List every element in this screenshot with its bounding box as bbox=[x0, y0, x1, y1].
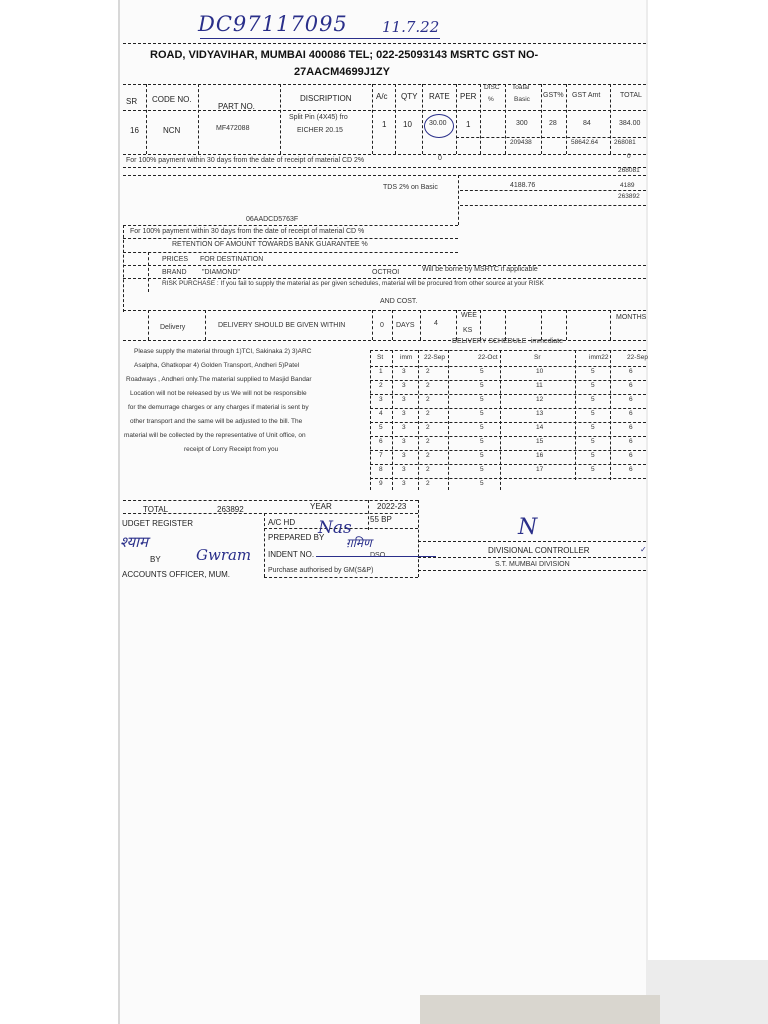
transport-line: Asalpha, Ghatkopar 4) Golden Transport, Andheri 5)Patel bbox=[134, 362, 300, 369]
schedule-row-divider bbox=[370, 464, 646, 465]
transport-line: Location will not be released by us We will not be responsible bbox=[130, 390, 307, 397]
row-divider bbox=[420, 310, 421, 340]
item-sr: 16 bbox=[130, 126, 139, 135]
col-divider bbox=[541, 84, 542, 154]
schedule-cell: 10 bbox=[536, 368, 544, 375]
handwritten-reference: DC97117095 bbox=[198, 12, 348, 36]
transport-line: Roadways , Andheri only.The material supplied to Masjid Bandar bbox=[126, 376, 312, 383]
schedule-cell: 8 bbox=[379, 466, 383, 473]
item-desc-1: Split Pin (4X45) fro bbox=[289, 114, 348, 121]
risk-cost: AND COST. bbox=[380, 298, 418, 305]
tds-label: TDS 2% on Basic bbox=[383, 184, 438, 191]
row-divider bbox=[541, 310, 542, 340]
total-value: 263892 bbox=[217, 505, 244, 514]
schedule-header: imm22 bbox=[589, 354, 609, 361]
divider bbox=[456, 137, 646, 138]
dso-label: DSO bbox=[370, 552, 386, 559]
octroi-text: Will be borne by MSRTC if applicable bbox=[422, 266, 538, 273]
schedule-cell: 2 bbox=[426, 424, 430, 431]
schedule-row-divider bbox=[370, 422, 646, 423]
schedule-col-divider bbox=[370, 350, 371, 490]
accounts-signature: श्याम bbox=[120, 533, 148, 551]
brand-label: BRAND bbox=[162, 269, 187, 276]
schedule-title: DELIVERY SCHEDULE -immediate bbox=[452, 338, 564, 345]
schedule-cell: 5 bbox=[591, 452, 595, 459]
schedule-cell: 6 bbox=[629, 396, 633, 403]
achd-value: 55 BP bbox=[370, 515, 392, 524]
row-divider bbox=[205, 310, 206, 340]
row-divider bbox=[456, 310, 457, 340]
divider bbox=[264, 577, 418, 578]
total-label: TOTAL bbox=[143, 505, 169, 514]
schedule-col-divider bbox=[448, 350, 449, 490]
delivery-weeks-2: KS bbox=[463, 327, 473, 334]
schedule-cell: 2 bbox=[426, 480, 430, 487]
schedule-cell: 2 bbox=[426, 382, 430, 389]
paper-strip bbox=[420, 995, 660, 1024]
divider bbox=[123, 310, 646, 311]
delivery-four: 4 bbox=[434, 320, 438, 327]
schedule-cell: 5 bbox=[480, 396, 484, 403]
sum-grand: 268081 bbox=[614, 139, 636, 146]
col-divider bbox=[610, 84, 611, 154]
schedule-row-divider bbox=[370, 478, 646, 479]
delivery-label: Delivery bbox=[160, 324, 186, 331]
schedule-header: imm bbox=[400, 354, 413, 361]
divider bbox=[123, 225, 458, 226]
schedule-cell: 5 bbox=[480, 368, 484, 375]
schedule-cell: 16 bbox=[536, 452, 544, 459]
schedule-cell: 5 bbox=[480, 410, 484, 417]
divider bbox=[123, 252, 458, 253]
schedule-cell: 2 bbox=[426, 410, 430, 417]
destination-value: FOR DESTINATION bbox=[200, 256, 264, 263]
transport-line: receipt of Lorry Receipt from you bbox=[184, 446, 279, 453]
prepared-signature: Nas bbox=[318, 518, 352, 538]
schedule-cell: 2 bbox=[426, 368, 430, 375]
pen-circle-mark bbox=[424, 114, 454, 138]
divider bbox=[123, 43, 646, 44]
delivery-days: DAYS bbox=[396, 322, 415, 329]
item-code: NCN bbox=[163, 126, 181, 135]
col-total: TOTAL bbox=[620, 92, 642, 99]
schedule-cell: 12 bbox=[536, 396, 544, 403]
tds-right: 4189 bbox=[620, 182, 635, 189]
schedule-cell: 6 bbox=[629, 424, 633, 431]
schedule-cell: 2 bbox=[379, 382, 383, 389]
pan-number: 06AADCD5763F bbox=[246, 216, 299, 223]
col-sr: SR bbox=[126, 97, 138, 106]
tds-value: 4188.76 bbox=[510, 182, 536, 189]
item-per: 1 bbox=[466, 120, 471, 129]
col-divider bbox=[480, 84, 481, 154]
col-rate: RATE bbox=[429, 92, 450, 101]
row-divider bbox=[123, 225, 124, 312]
schedule-cell: 5 bbox=[480, 438, 484, 445]
schedule-cell: 5 bbox=[480, 452, 484, 459]
col-divider bbox=[505, 84, 506, 154]
divider bbox=[123, 110, 646, 111]
page-right-edge bbox=[646, 0, 648, 1024]
schedule-cell: 3 bbox=[402, 424, 406, 431]
divider bbox=[123, 513, 418, 514]
row-divider bbox=[566, 310, 567, 340]
dc-signature: N bbox=[518, 515, 538, 540]
col-gst-amt: GST Amt bbox=[572, 92, 601, 99]
cd-terms: For 100% payment within 30 days from the date of receipt of material CD 2% bbox=[126, 157, 365, 164]
schedule-cell: 6 bbox=[379, 438, 383, 445]
col-divider bbox=[395, 84, 396, 154]
schedule-cell: 14 bbox=[536, 424, 544, 431]
row-divider bbox=[372, 310, 373, 340]
schedule-cell: 5 bbox=[591, 424, 595, 431]
col-divider bbox=[372, 84, 373, 154]
dso-signature: ग़मिण bbox=[346, 536, 372, 550]
schedule-cell: 6 bbox=[629, 438, 633, 445]
divider bbox=[418, 541, 646, 542]
schedule-cell: 6 bbox=[629, 452, 633, 459]
col-divider bbox=[456, 84, 457, 154]
footer-divider bbox=[264, 513, 265, 577]
header-address: ROAD, VIDYAVIHAR, MUMBAI 400086 TEL; 022-25093143 MSRTC GST NO- bbox=[150, 49, 539, 61]
footer-divider bbox=[418, 500, 419, 577]
schedule-row-divider bbox=[370, 450, 646, 451]
after-cd: 268081 bbox=[618, 167, 640, 174]
schedule-header: 22-Sep bbox=[424, 354, 445, 361]
schedule-cell: 5 bbox=[480, 466, 484, 473]
divider bbox=[123, 278, 646, 279]
schedule-cell: 6 bbox=[629, 382, 633, 389]
accounts-signature-2: Gwram bbox=[196, 546, 252, 564]
schedule-col-divider bbox=[610, 350, 611, 480]
purchase-authorised: Purchase authorised by GM(S&P) bbox=[268, 567, 374, 574]
divider bbox=[460, 190, 646, 191]
transport-line: for the demurrage charges or any charges if material is sent by bbox=[128, 404, 309, 411]
octroi-label: OCTROI bbox=[372, 269, 400, 276]
schedule-row-divider bbox=[370, 436, 646, 437]
net-total: 263892 bbox=[618, 193, 640, 200]
sum-gst: 58642.64 bbox=[571, 139, 599, 146]
schedule-header: 22-Oct bbox=[478, 354, 498, 361]
col-desc: DISCRIPTION bbox=[300, 94, 352, 103]
divider bbox=[123, 154, 646, 155]
schedule-row-divider bbox=[370, 408, 646, 409]
schedule-header: 22-Sep bbox=[627, 354, 648, 361]
schedule-col-divider bbox=[575, 350, 576, 480]
row-divider bbox=[148, 310, 149, 340]
delivery-weeks: WEE bbox=[461, 312, 477, 319]
schedule-cell: 17 bbox=[536, 466, 544, 473]
divider bbox=[123, 340, 646, 341]
transport-line: material will be collected by the representative of Unit office, on bbox=[124, 432, 306, 439]
handwritten-date: 11.7.22 bbox=[382, 18, 440, 36]
schedule-cell: 2 bbox=[426, 396, 430, 403]
header-gst: 27AACM4699J1ZY bbox=[294, 66, 390, 78]
divider bbox=[460, 205, 646, 206]
divider bbox=[370, 350, 646, 351]
schedule-cell: 3 bbox=[402, 466, 406, 473]
col-divider bbox=[146, 84, 147, 154]
col-code: CODE NO. bbox=[152, 95, 192, 104]
col-qty: QTY bbox=[401, 92, 418, 101]
schedule-cell: 5 bbox=[591, 438, 595, 445]
transport-line: other transport and the same will be adjusted to the bill. The bbox=[130, 418, 303, 425]
row-divider bbox=[505, 310, 506, 340]
col-total-basic: Toatal bbox=[512, 84, 530, 91]
schedule-cell: 5 bbox=[591, 466, 595, 473]
schedule-cell: 11 bbox=[536, 382, 543, 389]
row-divider bbox=[148, 252, 149, 292]
divider bbox=[123, 265, 646, 266]
schedule-cell: 5 bbox=[591, 368, 595, 375]
delivery-text: DELIVERY SHOULD BE GIVEN WITHIN bbox=[218, 322, 346, 329]
year-value: 2022-23 bbox=[377, 502, 407, 511]
item-part: MF472088 bbox=[216, 125, 250, 132]
schedule-cell: 3 bbox=[402, 396, 406, 403]
col-basic: Basic bbox=[514, 96, 530, 103]
retention-terms: RETENTION OF AMOUNT TOWARDS BANK GUARANTEE % bbox=[172, 241, 368, 248]
divider bbox=[123, 175, 646, 176]
row-divider bbox=[610, 310, 611, 340]
year-label: YEAR bbox=[310, 502, 332, 511]
schedule-cell: 3 bbox=[402, 452, 406, 459]
schedule-header: St bbox=[377, 354, 384, 361]
delivery-zero: 0 bbox=[380, 322, 384, 329]
row-divider bbox=[480, 310, 481, 340]
by-label: BY bbox=[150, 555, 161, 564]
schedule-cell: 3 bbox=[402, 438, 406, 445]
schedule-cell: 2 bbox=[426, 452, 430, 459]
item-rate: 30.00 bbox=[429, 120, 447, 127]
cd-terms-2: For 100% payment within 30 days from the date of receipt of material CD % bbox=[130, 228, 365, 235]
accounts-officer: ACCOUNTS OFFICER, MUM. bbox=[122, 570, 230, 579]
schedule-cell: 15 bbox=[536, 438, 544, 445]
division-name: S.T. MUMBAI DIVISION bbox=[495, 561, 570, 568]
schedule-cell: 3 bbox=[402, 368, 406, 375]
schedule-cell: 5 bbox=[480, 382, 484, 389]
footer-divider bbox=[368, 500, 369, 530]
schedule-cell: 3 bbox=[402, 382, 406, 389]
risk-purchase: RISK PURCHASE : If you fail to supply the material as per given schedules, material will be procured from other source at your RISK bbox=[162, 280, 544, 287]
divider bbox=[123, 167, 646, 168]
schedule-cell: 5 bbox=[591, 410, 595, 417]
schedule-row-divider bbox=[370, 380, 646, 381]
col-divider bbox=[458, 175, 459, 225]
handwriting-underline bbox=[200, 38, 440, 39]
schedule-cell: 13 bbox=[536, 410, 544, 417]
sum-basic: 209438 bbox=[510, 139, 532, 146]
prices-label: PRICES bbox=[162, 256, 189, 263]
schedule-cell: 1 bbox=[379, 368, 383, 375]
col-divider bbox=[422, 84, 423, 154]
divider bbox=[123, 500, 418, 501]
schedule-cell: 5 bbox=[379, 424, 383, 431]
schedule-col-divider bbox=[418, 350, 419, 490]
item-gst-amt: 84 bbox=[583, 120, 591, 127]
schedule-cell: 2 bbox=[426, 438, 430, 445]
col-divider bbox=[566, 84, 567, 154]
schedule-col-divider bbox=[392, 350, 393, 490]
col-divider bbox=[198, 84, 199, 154]
schedule-cell: 3 bbox=[379, 396, 383, 403]
schedule-cell: 6 bbox=[629, 410, 633, 417]
divider bbox=[418, 557, 646, 558]
divider bbox=[418, 570, 646, 571]
schedule-cell: 3 bbox=[402, 410, 406, 417]
item-basic: 300 bbox=[516, 120, 528, 127]
col-disc: DISC bbox=[484, 84, 500, 91]
row-divider bbox=[392, 310, 393, 340]
budget-register: UDGET REGISTER bbox=[122, 519, 193, 528]
schedule-cell: 4 bbox=[379, 410, 383, 417]
col-gst-pct: GST% bbox=[543, 92, 564, 99]
schedule-header: Sr bbox=[534, 354, 541, 361]
col-disc-pct: % bbox=[488, 96, 494, 103]
schedule-cell: 5 bbox=[480, 480, 484, 487]
divider bbox=[123, 84, 646, 85]
transport-line: Please supply the material through 1)TCI, Sakinaka 2) 3)ARC bbox=[134, 348, 312, 355]
col-part: PART NO. bbox=[218, 102, 255, 111]
divisional-controller: DIVISIONAL CONTROLLER bbox=[488, 546, 590, 555]
schedule-cell: 5 bbox=[591, 382, 595, 389]
cd-right: 0 bbox=[627, 153, 631, 160]
brand-value: "DIAMOND" bbox=[202, 269, 241, 276]
item-gst-pct: 28 bbox=[549, 120, 557, 127]
schedule-cell: 3 bbox=[402, 480, 406, 487]
schedule-cell: 9 bbox=[379, 480, 383, 487]
schedule-cell: 5 bbox=[591, 396, 595, 403]
schedule-cell: 2 bbox=[426, 466, 430, 473]
col-per: PER bbox=[460, 92, 477, 101]
schedule-cell: 7 bbox=[379, 452, 383, 459]
cd-value: 0 bbox=[438, 155, 442, 162]
achd-label: A/C HD bbox=[268, 518, 296, 527]
schedule-cell: 6 bbox=[629, 368, 633, 375]
schedule-cell: 6 bbox=[629, 466, 633, 473]
background-surface bbox=[648, 960, 768, 1024]
item-ac: 1 bbox=[382, 120, 387, 129]
schedule-col-divider bbox=[500, 350, 501, 490]
prepared-by: PREPARED BY bbox=[268, 533, 325, 542]
schedule-row-divider bbox=[370, 366, 646, 367]
page-left-edge bbox=[118, 0, 120, 1024]
item-desc-2: EICHER 20.15 bbox=[297, 127, 343, 134]
schedule-row-divider bbox=[370, 394, 646, 395]
item-qty: 10 bbox=[403, 120, 412, 129]
schedule-cell: 5 bbox=[480, 424, 484, 431]
item-total: 384.00 bbox=[619, 120, 641, 127]
col-ac: A/c bbox=[376, 92, 388, 101]
indent-no: INDENT NO. bbox=[268, 550, 315, 559]
delivery-months: MONTHS bbox=[616, 314, 647, 321]
divider bbox=[123, 238, 458, 239]
col-divider bbox=[280, 84, 281, 154]
tick-mark: ✓ bbox=[640, 545, 647, 554]
